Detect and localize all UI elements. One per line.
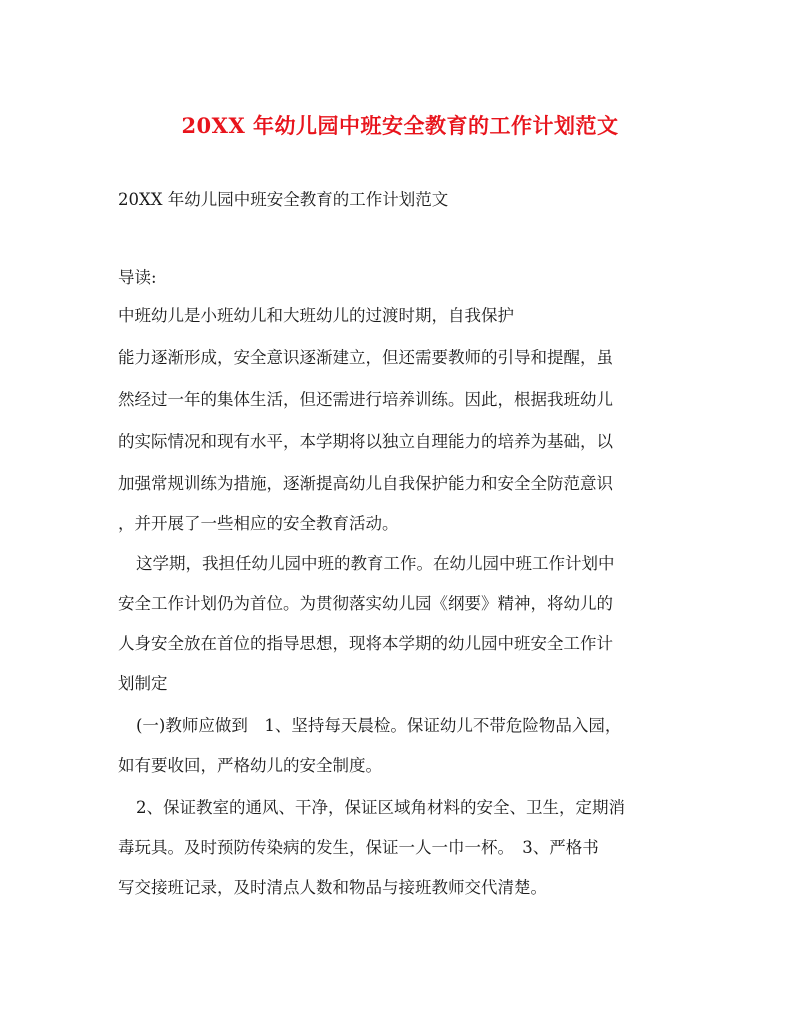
- text-line: 的实际情况和现有水平，本学期将以独立自理能力的培养为基础，以: [118, 432, 613, 451]
- text-line: 划制定: [118, 674, 168, 693]
- document-subtitle: 20XX 年幼儿园中班安全教育的工作计划范文: [118, 190, 449, 209]
- text-line: 能力逐渐形成，安全意识逐渐建立，但还需要教师的引导和提醒，虽: [118, 348, 613, 367]
- text-line: 加强常规训练为措施，逐渐提高幼儿自我保护能力和安全全防范意识: [118, 474, 613, 493]
- text-line: 安全工作计划仍为首位。为贯彻落实幼儿园《纲要》精神，将幼儿的: [118, 594, 613, 613]
- text-line: 2、保证教室的通风、干净，保证区域角材料的安全、卫生，定期消: [136, 798, 625, 817]
- text-line: ，并开展了一些相应的安全教育活动。: [118, 514, 399, 533]
- text-line: 导读:: [118, 268, 157, 287]
- text-line: 中班幼儿是小班幼儿和大班幼儿的过渡时期，自我保护: [118, 306, 514, 325]
- text-line: 毒玩具。及时预防传染病的发生，保证一人一巾一杯。 3、严格书: [118, 838, 599, 857]
- text-line: 写交接班记录，及时清点人数和物品与接班教师交代清楚。: [118, 878, 547, 897]
- text-line: 人身安全放在首位的指导思想，现将本学期的幼儿园中班安全工作计: [118, 634, 613, 653]
- text-line: 然经过一年的集体生活，但还需进行培养训练。因此，根据我班幼儿: [118, 390, 613, 409]
- text-line: (一)教师应做到 1、坚持每天晨检。保证幼儿不带危险物品入园，: [136, 716, 622, 735]
- document-title: 20XX 年幼儿园中班安全教育的工作计划范文: [181, 113, 619, 138]
- text-line: 这学期，我担任幼儿园中班的教育工作。在幼儿园中班工作计划中: [136, 554, 615, 573]
- text-line: 如有要收回，严格幼儿的安全制度。: [118, 756, 382, 775]
